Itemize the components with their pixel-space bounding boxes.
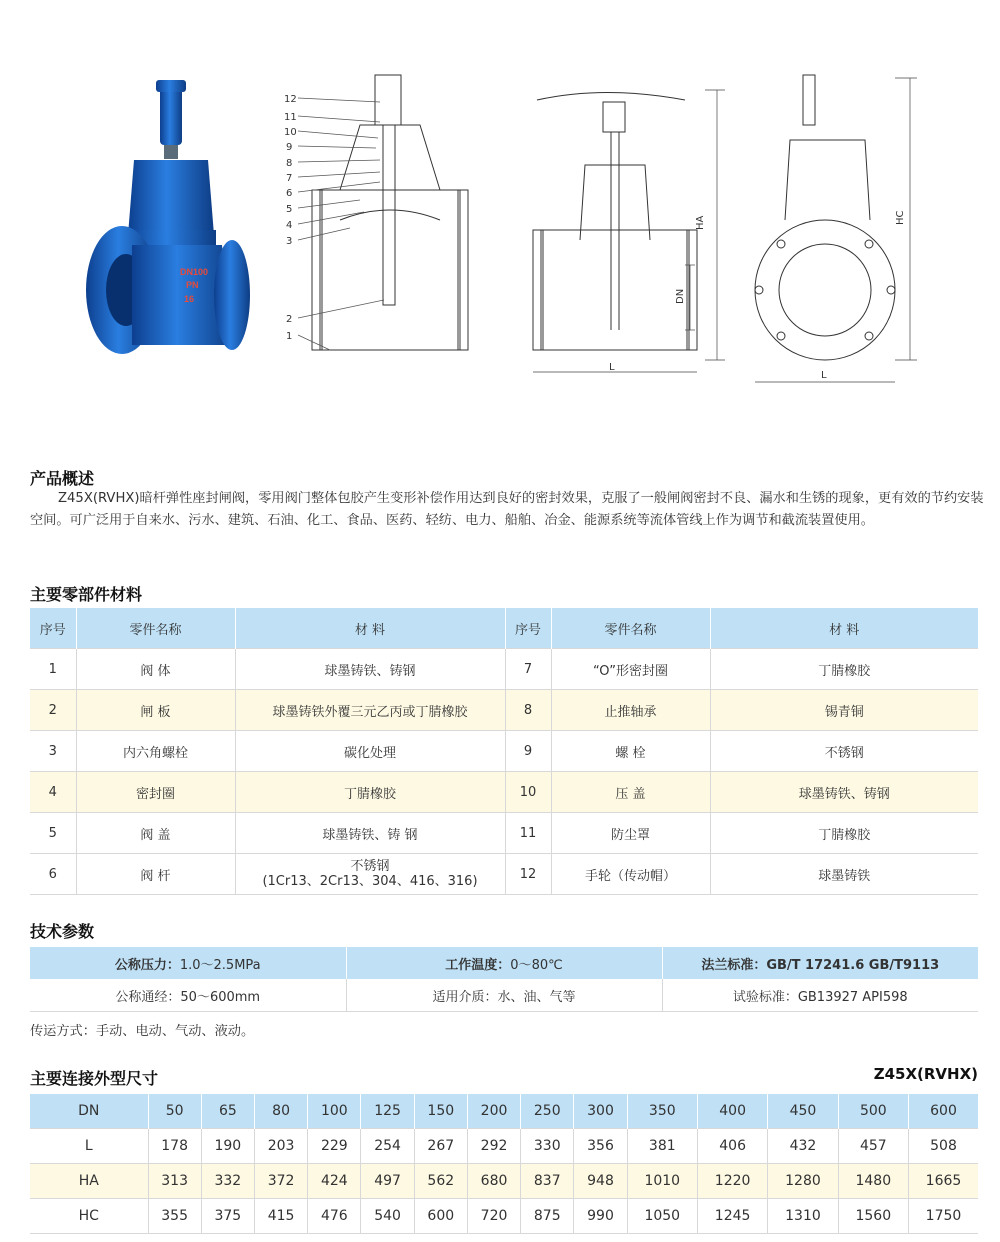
tech-title: 技术参数 xyxy=(30,922,95,941)
dims-cell: 1310 xyxy=(768,1199,838,1234)
table-row: 4 密封圈 丁腈橡胶 10 压 盖 球墨铸铁、铸钢 xyxy=(30,772,978,813)
col-header-material: 材 料 xyxy=(710,608,978,649)
svg-text:DN100: DN100 xyxy=(180,267,209,277)
svg-text:3: 3 xyxy=(286,236,293,247)
dims-header-row xyxy=(30,1094,978,1129)
dims-cell: 178 xyxy=(148,1129,201,1164)
dims-cell: 267 xyxy=(414,1129,467,1164)
tech-row-1: 公称压力：1.0～2.5MPa 工作温度：0～80℃ 法兰标准：GB/T 17241.6 GB/T9113 xyxy=(30,947,978,979)
dims-cell: 332 xyxy=(201,1164,254,1199)
dims-cell: 375 xyxy=(201,1199,254,1234)
table-row: 6 阀 杆 不锈钢 (1Cr13、2Cr13、304、416、316) 12 手轮（传动帽） 球墨铸铁 xyxy=(30,854,978,895)
dims-cell: 415 xyxy=(254,1199,307,1234)
dims-cell: 600 xyxy=(414,1199,467,1234)
dims-cell: 150 xyxy=(414,1094,467,1129)
dims-cell: 432 xyxy=(768,1129,838,1164)
dims-row-label: HA xyxy=(30,1164,148,1199)
dims-cell: 356 xyxy=(574,1129,627,1164)
table-row xyxy=(30,1164,978,1199)
dims-cell: 406 xyxy=(697,1129,767,1164)
dims-cell: 254 xyxy=(361,1129,414,1164)
svg-text:2: 2 xyxy=(286,314,293,325)
dims-row-label: L xyxy=(30,1129,148,1164)
material-line: 不锈钢 xyxy=(350,859,390,874)
svg-text:PN: PN xyxy=(186,280,199,290)
svg-text:4: 4 xyxy=(286,220,293,231)
dims-cell: 313 xyxy=(148,1164,201,1199)
dims-cell: 1050 xyxy=(627,1199,697,1234)
dims-cell: 1480 xyxy=(838,1164,908,1199)
overview-title: 产品概述 xyxy=(30,469,95,488)
dims-cell: 990 xyxy=(574,1199,627,1234)
table-row: 5 阀 盖 球墨铸铁、铸 钢 11 防尘罩 丁腈橡胶 xyxy=(30,813,978,854)
dims-cell: 948 xyxy=(574,1164,627,1199)
dims-cell: 500 xyxy=(838,1094,908,1129)
dims-cell: 65 xyxy=(201,1094,254,1129)
dims-row-label: DN xyxy=(30,1094,148,1129)
dims-cell: 1280 xyxy=(768,1164,838,1199)
svg-text:HA: HA xyxy=(695,215,706,230)
svg-text:8: 8 xyxy=(286,158,293,169)
dims-cell: 300 xyxy=(574,1094,627,1129)
dims-cell: 476 xyxy=(308,1199,361,1234)
svg-text:11: 11 xyxy=(284,112,297,123)
table-row: 3 内六角螺栓 碳化处理 9 螺 栓 不锈钢 xyxy=(30,731,978,772)
svg-text:1: 1 xyxy=(286,331,293,342)
svg-text:7: 7 xyxy=(286,173,293,184)
valve-photo xyxy=(82,60,252,390)
dims-cell: 355 xyxy=(148,1199,201,1234)
parts-table xyxy=(30,608,978,895)
dims-cell: 200 xyxy=(467,1094,520,1129)
dims-cell: 330 xyxy=(521,1129,574,1164)
dims-cell: 250 xyxy=(521,1094,574,1129)
col-header-part: 零件名称 xyxy=(76,608,235,649)
svg-text:6: 6 xyxy=(286,188,293,199)
table-row: 2 闸 板 球墨铸铁外覆三元乙丙或丁腈橡胶 8 止推轴承 锡青铜 xyxy=(30,690,978,731)
drive-text: 传运方式：手动、电动、气动、液动。 xyxy=(30,1024,255,1039)
dims-cell: 80 xyxy=(254,1094,307,1129)
dims-cell: 372 xyxy=(254,1164,307,1199)
overview-text: Z45X(RVHX)暗杆弹性座封闸阀，零用阀门整体包胶产生变形补偿作用达到良好的密封效果，克服了一般闸阀密封不良、漏水和生锈的现象，更有效的节约安装空间。可广泛用于自来水、污水、建筑、石油、化工、食品、医药、轻纺、电力、船舶、冶金、能源系统等流体管线上作为调节和截流装置使用。 xyxy=(30,491,984,528)
svg-text:12: 12 xyxy=(284,94,297,105)
dims-cell: 600 xyxy=(908,1094,978,1129)
col-header-material: 材 料 xyxy=(235,608,505,649)
col-header-no: 序号 xyxy=(30,608,76,649)
dims-cell: 292 xyxy=(467,1129,520,1164)
col-header-no: 序号 xyxy=(505,608,551,649)
parts-title: 主要零部件材料 xyxy=(30,585,143,604)
dims-title: 主要连接外型尺寸 xyxy=(30,1069,159,1088)
dims-cell: 50 xyxy=(148,1094,201,1129)
dims-cell: 540 xyxy=(361,1199,414,1234)
material-grades: (1Cr13、2Cr13、304、416、316) xyxy=(262,874,478,889)
svg-text:16: 16 xyxy=(184,294,195,304)
tech-row-2: 公称通经：50～600mm 适用介质：水、油、气等 试验标准：GB13927 API598 xyxy=(30,979,978,1012)
dims-cell: 190 xyxy=(201,1129,254,1164)
table-row: 1 阀 体 球墨铸铁、铸钢 7 “O”形密封圈 丁腈橡胶 xyxy=(30,649,978,690)
dims-cell: 497 xyxy=(361,1164,414,1199)
dims-cell: 875 xyxy=(521,1199,574,1234)
dims-cell: 720 xyxy=(467,1199,520,1234)
dims-cell: 1245 xyxy=(697,1199,767,1234)
section-drawing xyxy=(280,60,480,390)
table-row xyxy=(30,1129,978,1164)
table-row xyxy=(30,1199,978,1234)
col-header-part: 零件名称 xyxy=(551,608,710,649)
parts-header-row xyxy=(30,608,978,649)
model-tag: Z45X(RVHX) xyxy=(873,1065,978,1083)
dims-cell: 1665 xyxy=(908,1164,978,1199)
svg-text:HC: HC xyxy=(895,210,906,225)
dims-cell: 680 xyxy=(467,1164,520,1199)
dims-cell: 1220 xyxy=(697,1164,767,1199)
dims-row-label: HC xyxy=(30,1199,148,1234)
dims-cell: 508 xyxy=(908,1129,978,1164)
svg-text:L: L xyxy=(609,362,615,373)
svg-text:9: 9 xyxy=(286,142,293,153)
dims-table xyxy=(30,1094,978,1234)
dims-cell: 1750 xyxy=(908,1199,978,1234)
dims-cell: 203 xyxy=(254,1129,307,1164)
svg-text:DN: DN xyxy=(675,288,686,304)
dims-cell: 125 xyxy=(361,1094,414,1129)
dims-cell: 837 xyxy=(521,1164,574,1199)
svg-text:10: 10 xyxy=(284,127,297,138)
front-elevation-drawing xyxy=(525,60,735,390)
dims-cell: 450 xyxy=(768,1094,838,1129)
dims-cell: 424 xyxy=(308,1164,361,1199)
svg-text:5: 5 xyxy=(286,204,293,215)
side-elevation-drawing xyxy=(745,60,925,390)
tech-table xyxy=(30,947,978,1012)
dims-cell: 100 xyxy=(308,1094,361,1129)
svg-text:L: L xyxy=(821,370,827,381)
dims-cell: 1560 xyxy=(838,1199,908,1234)
dims-cell: 457 xyxy=(838,1129,908,1164)
dims-cell: 350 xyxy=(627,1094,697,1129)
dims-cell: 229 xyxy=(308,1129,361,1164)
dims-cell: 381 xyxy=(627,1129,697,1164)
dims-cell: 562 xyxy=(414,1164,467,1199)
dims-cell: 1010 xyxy=(627,1164,697,1199)
dims-cell: 400 xyxy=(697,1094,767,1129)
